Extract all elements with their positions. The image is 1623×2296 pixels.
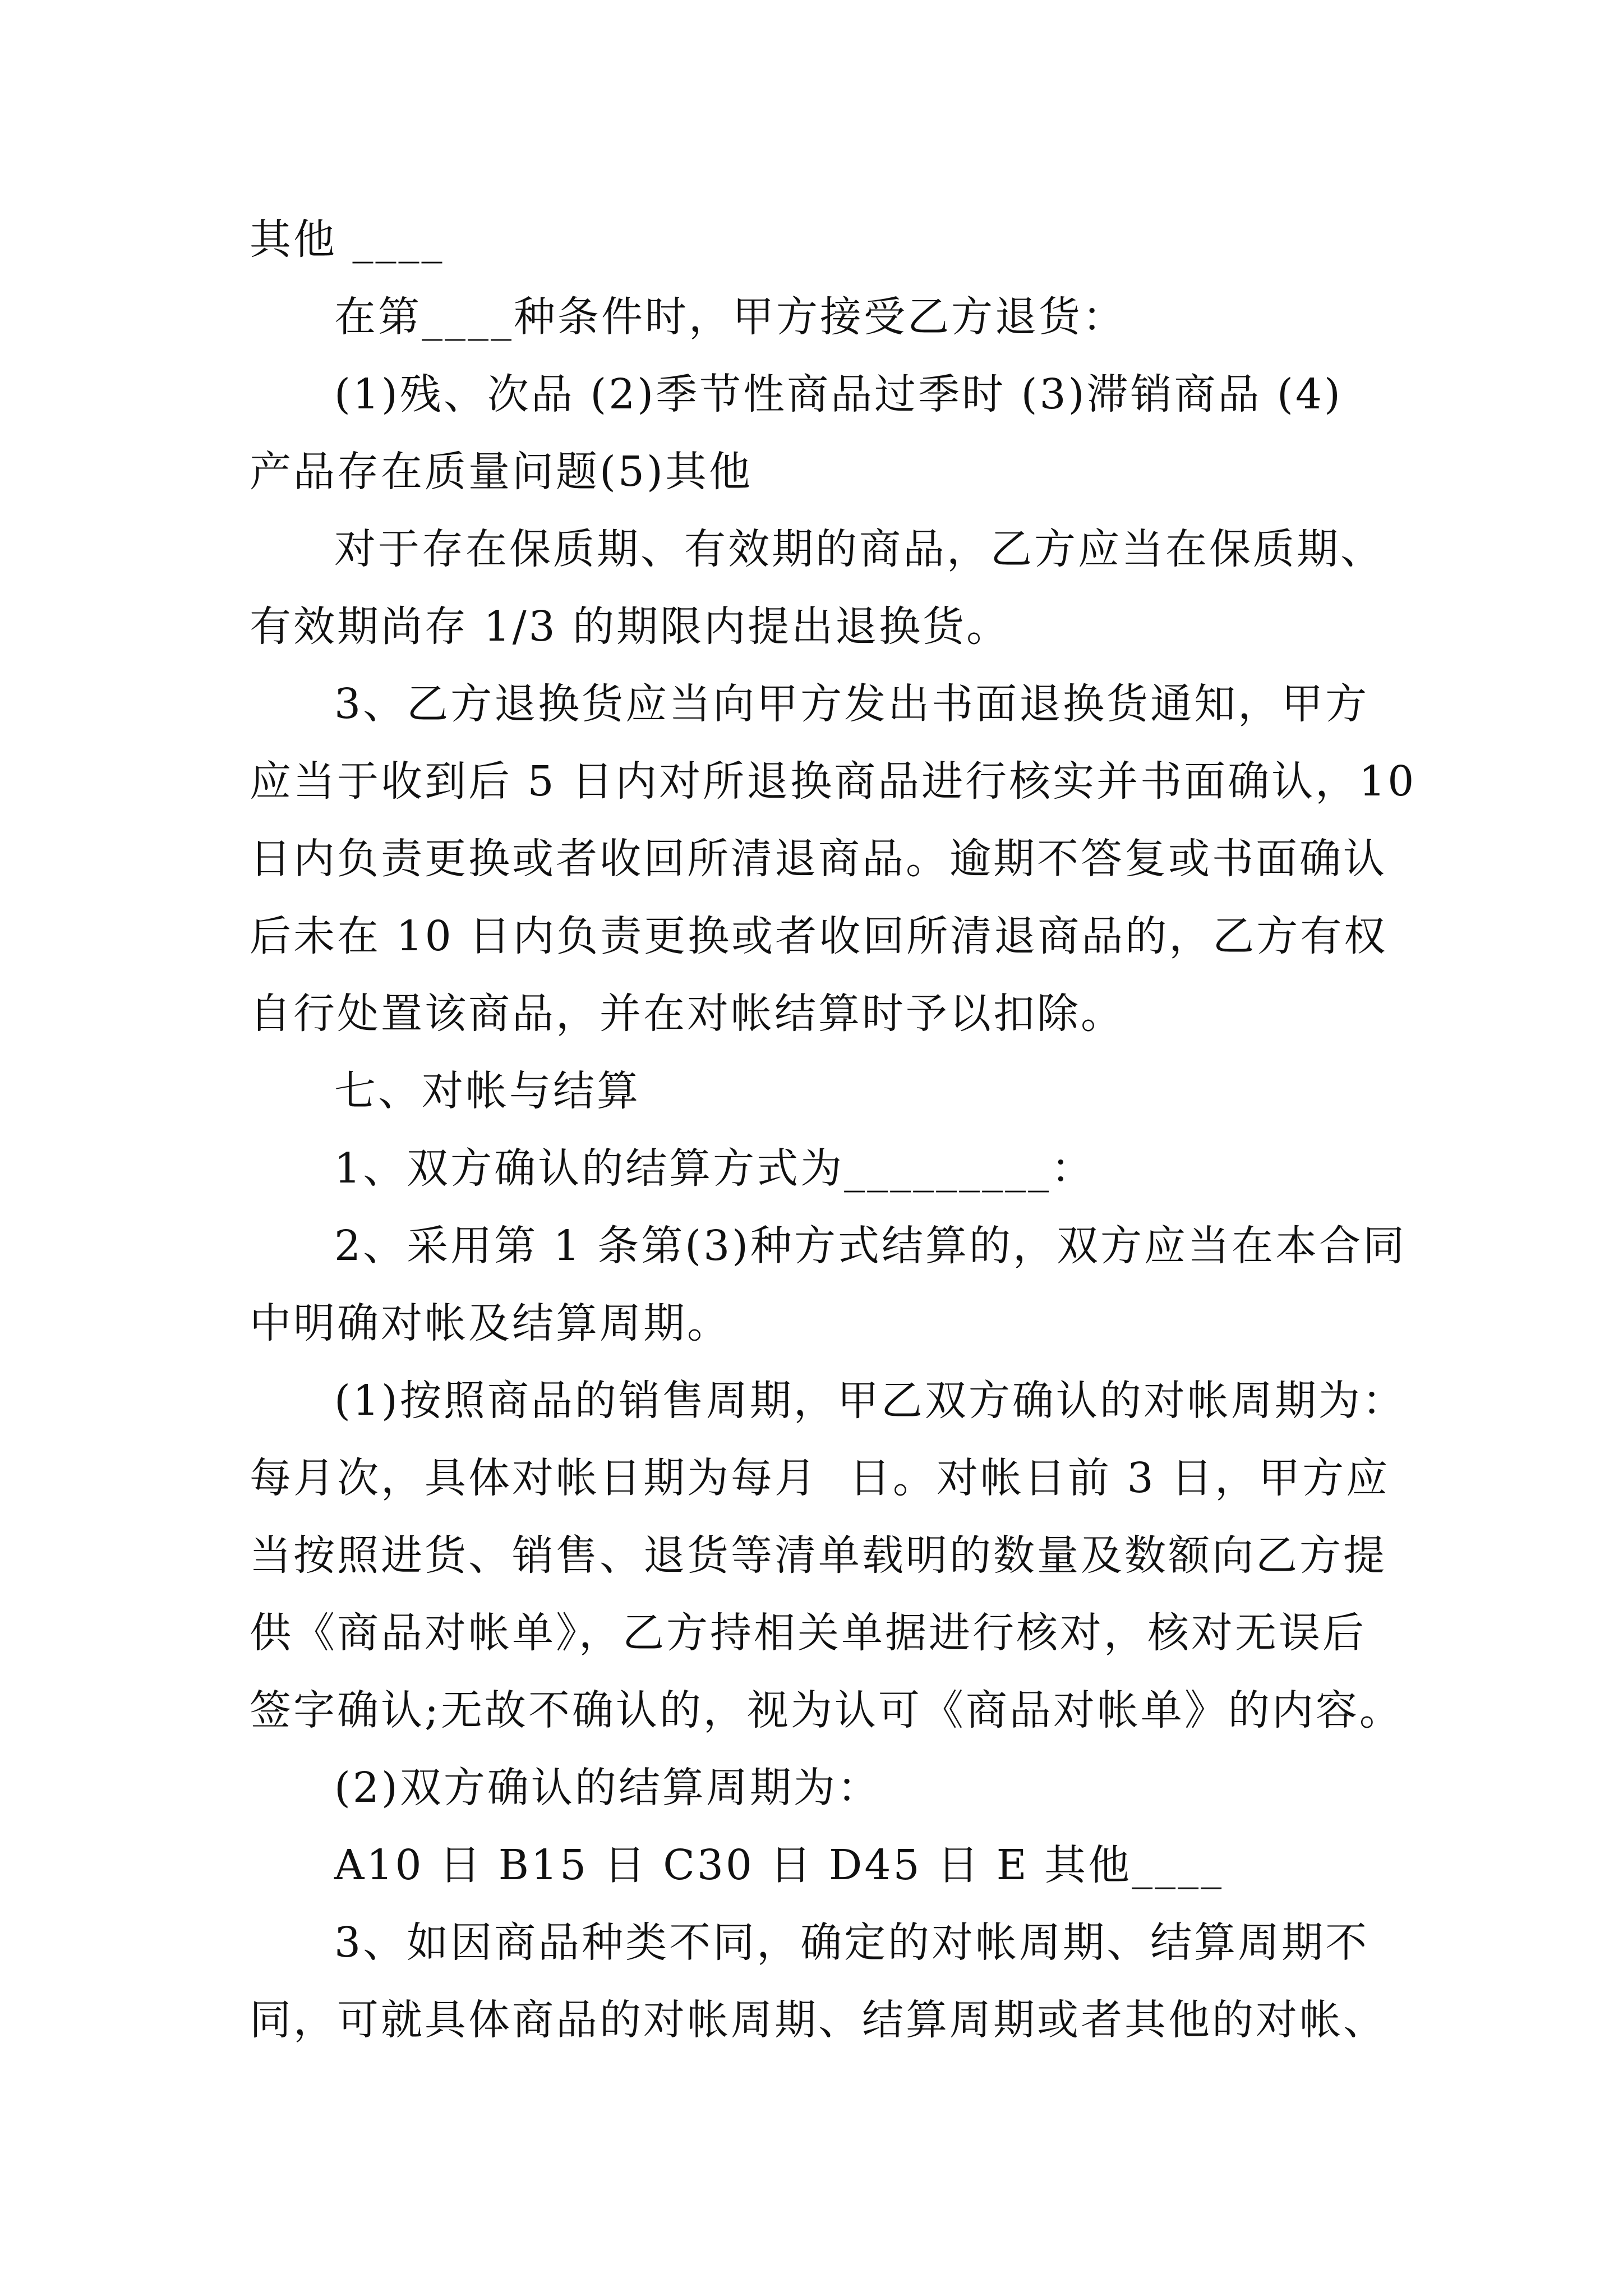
text-line: 每月次，具体对帐日期为每月 日。对帐日前 3 日，甲方应: [250, 1454, 1390, 1502]
text-line: 在第____种条件时，甲方接受乙方退货：: [334, 293, 1126, 341]
text-line: A10 日 B15 日 C30 日 D45 日 E 其他____: [334, 1841, 1224, 1889]
text-line: 1、双方确认的结算方式为_________：: [334, 1144, 1095, 1193]
text-line: 供《商品对帐单》，乙方持相关单据进行核对，核对无误后: [250, 1609, 1366, 1657]
text-line: (1)残、次品 (2)季节性商品过季时 (3)滞销商品 (4): [334, 370, 1343, 418]
text-line: 同，可就具体商品的对帐周期、结算周期或者其他的对帐、: [250, 1996, 1387, 2044]
text-line: 有效期尚存 1/3 的期限内提出退换货。: [250, 602, 1011, 651]
text-line: 自行处置该商品，并在对帐结算时予以扣除。: [250, 990, 1124, 1038]
text-line: 其他 ____: [250, 215, 445, 264]
text-line: 中明确对帐及结算周期。: [250, 1299, 731, 1347]
text-line: 产品存在质量问题(5)其他: [250, 448, 753, 496]
text-line: 2、采用第 1 条第(3)种方式结算的，双方应当在本合同: [334, 1222, 1407, 1270]
text-line: 签字确认;无故不确认的，视为认可《商品对帐单》的内容。: [250, 1686, 1403, 1734]
text-line: (1)按照商品的销售周期，甲乙双方确认的对帐周期为：: [334, 1377, 1406, 1425]
text-line: 3、乙方退换货应当向甲方发出书面退换货通知，甲方: [334, 680, 1370, 728]
section-heading: 七、对帐与结算: [334, 1067, 640, 1115]
text-line: (2)双方确认的结算周期为：: [334, 1764, 881, 1812]
text-line: 日内负责更换或者收回所清退商品。逾期不答复或书面确认: [250, 835, 1387, 883]
text-line: 3、如因商品种类不同，确定的对帐周期、结算周期不: [334, 1918, 1370, 1967]
text-line: 应当于收到后 5 日内对所退换商品进行核实并书面确认，10: [250, 757, 1417, 806]
text-line: 后未在 10 日内负责更换或者收回所清退商品的，乙方有权: [250, 912, 1388, 960]
text-line: 当按照进货、销售、退货等清单载明的数量及数额向乙方提: [250, 1531, 1387, 1580]
text-line: 对于存在保质期、有效期的商品，乙方应当在保质期、: [334, 525, 1384, 573]
